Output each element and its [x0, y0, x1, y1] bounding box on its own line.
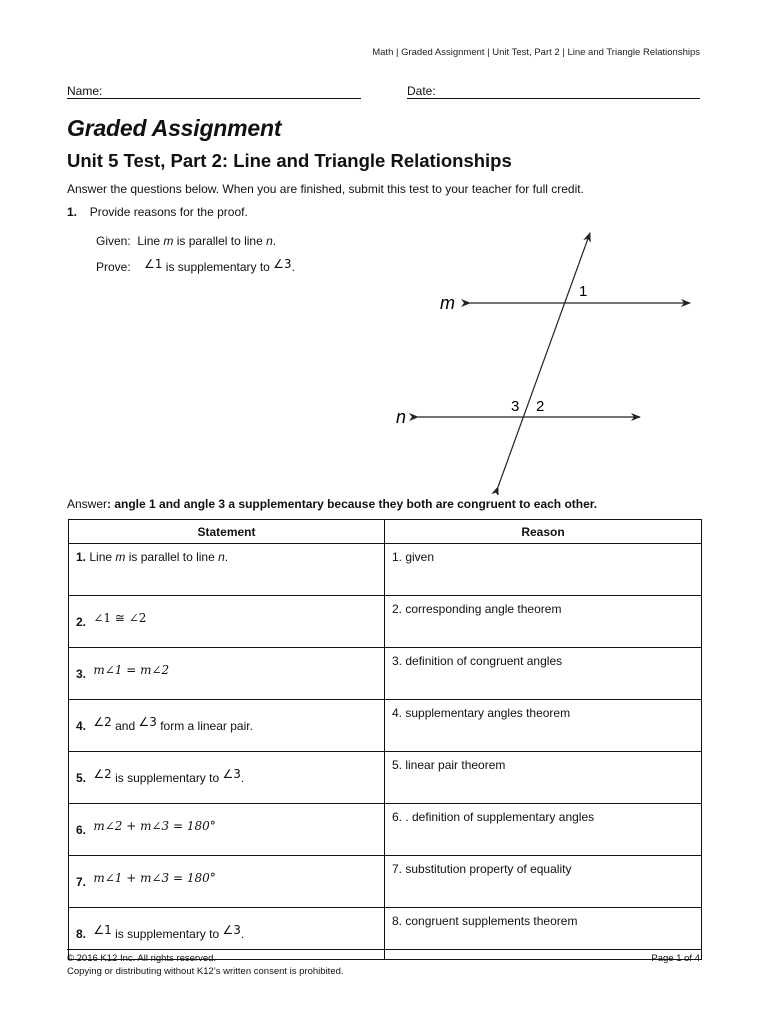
footer-notice: Copying or distributing without K12’s written consent is prohibited. — [67, 966, 344, 977]
row-number: 2. — [76, 614, 87, 629]
statement-text-end: form a linear pair. — [156, 718, 253, 733]
footer-page-number: Page 1 of 4 — [651, 953, 700, 964]
date-label: Date: — [407, 84, 436, 98]
statement-angle-3: ∠3 — [222, 922, 241, 937]
footer-copyright: © 2016 K12 Inc. All rights reserved. — [67, 953, 217, 964]
label-angle-1: 1 — [579, 283, 588, 300]
label-angle-2: 2 — [536, 398, 545, 415]
row-number: 5. — [76, 770, 87, 785]
given-text-mid: is parallel to line — [173, 234, 267, 248]
statement-angle-2: ∠2 — [93, 714, 112, 729]
statement-text-end: . — [240, 770, 245, 785]
statement-text-mid: is parallel to line — [125, 550, 219, 564]
statement-angle-1: ∠1 — [93, 922, 112, 937]
table-row — [69, 804, 702, 856]
statement-cell — [69, 700, 385, 752]
statement-text-end: . — [224, 550, 229, 564]
given-var-m: m — [163, 234, 174, 248]
prove-angle-1: ∠1 — [144, 257, 163, 271]
parallel-lines-diagram — [390, 225, 710, 495]
statement-cell — [69, 544, 385, 596]
footer-divider — [67, 949, 701, 950]
answer-text: : angle 1 and angle 3 a supplementary because they both are congruent to each other. — [107, 497, 598, 511]
date-field-line[interactable] — [407, 98, 700, 99]
prove-statement — [96, 257, 295, 274]
statement-text: is supplementary to — [111, 770, 223, 785]
table-row — [69, 856, 702, 908]
reason-cell[interactable]: 6. . definition of supplementary angles — [385, 804, 702, 856]
given-text: Line — [137, 234, 164, 248]
given-text-end: . — [272, 234, 277, 248]
statement-var-m: m — [115, 550, 126, 564]
table-header-row — [69, 520, 702, 544]
reason-cell[interactable]: 3. definition of congruent angles — [385, 648, 702, 700]
given-var-n: n — [266, 234, 273, 248]
statement-angle-3: ∠3 — [222, 766, 241, 781]
table-row — [69, 752, 702, 804]
label-line-n: n — [396, 407, 407, 427]
statement-cell — [69, 856, 385, 908]
prove-text: is supplementary to — [165, 260, 274, 274]
statement-text: Line — [89, 550, 116, 564]
statement-cell — [69, 908, 385, 960]
statement-angle-2: ∠2 — [93, 766, 112, 781]
instructions: Answer the questions below. When you are finished, submit this test to your teacher for full credit. — [67, 182, 584, 196]
statement-math: m∠1 = m∠2 — [93, 662, 170, 677]
document-header: Math | Graded Assignment | Unit Test, Part 2 | Line and Triangle Relationships — [372, 47, 700, 58]
statement-cell — [69, 752, 385, 804]
answer-label: Answer — [67, 497, 108, 511]
statement-cell — [69, 596, 385, 648]
page-title: Graded Assignment — [67, 115, 282, 141]
statement-angle-3: ∠3 — [138, 714, 157, 729]
reason-cell[interactable]: 4. supplementary angles theorem — [385, 700, 702, 752]
question-number: 1. — [67, 205, 78, 219]
prove-label: Prove: — [96, 260, 131, 274]
statement-text-end: . — [240, 926, 245, 941]
name-label: Name: — [67, 84, 103, 98]
given-statement — [96, 234, 276, 248]
table-row — [69, 596, 702, 648]
row-number: 7. — [76, 874, 87, 889]
statement-math: m∠2 + m∠3 = 180° — [93, 818, 216, 833]
given-label: Given: — [96, 234, 131, 248]
statement-math: m∠1 + m∠3 = 180° — [93, 870, 216, 885]
prove-angle-3: ∠3 — [273, 257, 292, 271]
question-1 — [67, 205, 248, 219]
row-number: 4. — [76, 718, 87, 733]
question-prompt: Provide reasons for the proof. — [89, 205, 248, 219]
row-number: 6. — [76, 822, 87, 837]
statement-text: is supplementary to — [111, 926, 223, 941]
reason-cell[interactable]: 5. linear pair theorem — [385, 752, 702, 804]
label-line-m: m — [440, 293, 455, 313]
transversal-line — [498, 233, 590, 487]
row-number: 1. — [76, 550, 87, 564]
reason-cell[interactable]: 8. congruent supplements theorem — [385, 908, 702, 960]
statement-var-n: n — [218, 550, 225, 564]
page-subtitle: Unit 5 Test, Part 2: Line and Triangle Relationships — [67, 150, 512, 171]
prove-text-end: . — [291, 260, 295, 274]
reason-cell[interactable]: 7. substitution property of equality — [385, 856, 702, 908]
statement-column-header: Statement — [69, 520, 385, 544]
table-row — [69, 700, 702, 752]
table-row — [69, 908, 702, 960]
reason-column-header: Reason — [385, 520, 702, 544]
table-row — [69, 648, 702, 700]
reason-cell[interactable]: 1. given — [385, 544, 702, 596]
statement-cell — [69, 804, 385, 856]
answer-line — [67, 497, 597, 511]
reason-cell[interactable]: 2. corresponding angle theorem — [385, 596, 702, 648]
name-field-line[interactable] — [67, 98, 361, 99]
row-number: 8. — [76, 926, 87, 941]
table-row — [69, 544, 702, 596]
row-number: 3. — [76, 666, 87, 681]
statement-text: and — [111, 718, 139, 733]
label-angle-3: 3 — [511, 398, 520, 415]
proof-table — [68, 519, 702, 960]
statement-cell — [69, 648, 385, 700]
statement-math: ∠1 ≅ ∠2 — [93, 610, 147, 625]
